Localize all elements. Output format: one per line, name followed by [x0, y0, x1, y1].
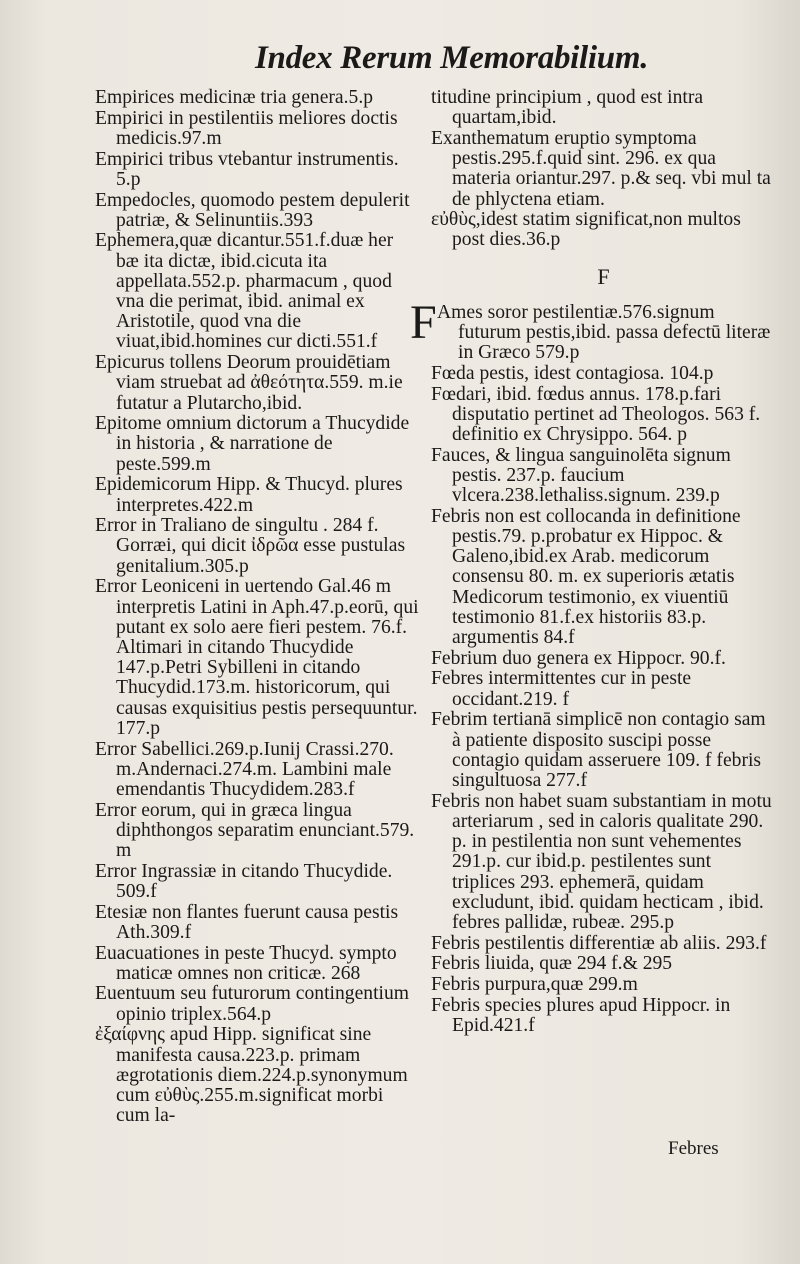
- right-column: [410, 87, 776, 1037]
- index-entry: Error Ingrassiæ in citando Thucydide. 509.f: [95, 860, 393, 902]
- index-entry: Febris purpura,quæ 299.m: [431, 974, 638, 996]
- index-entry: Empedocles, quomodo pestem depulerit patriæ, & Selinuntiis.393: [95, 189, 410, 231]
- index-entry: Empirici in pestilentiis meliores doctis medicis.97.m: [95, 107, 398, 149]
- index-entry: Euentuum seu futurorum contingentium opinio triplex.564.p: [95, 983, 409, 1025]
- drop-cap: F: [410, 295, 437, 349]
- index-entry: Febris species plures apud Hippocr. in Epid.421.f: [431, 994, 731, 1036]
- index-entry: Etesiæ non flantes fuerunt causa pestis Ath.309.f: [95, 901, 399, 943]
- index-entry: Febrium duo genera ex Hippocr. 90.f.: [431, 647, 726, 669]
- index-entry: Empirices medicinæ tria genera.5.p: [95, 87, 374, 108]
- index-entry: Febres intermittentes cur in peste occidant.219. f: [431, 668, 692, 710]
- index-entry-dropcap: [410, 295, 776, 364]
- index-entry: εὐθὺς,idest statim significat,non multos post dies.36.p: [431, 209, 741, 251]
- dropcap-entry-text: Ames soror pestilentiæ.576.signum futurum pestis,ibid. passa defectū literæ in Græco 579.p: [437, 301, 771, 364]
- index-entry: titudine principium , quod est intra quartam,ibid.: [431, 87, 704, 129]
- index-entry: Error eorum, qui in græca lingua diphthongos separatim enunciant.579. m: [95, 799, 415, 862]
- index-entry: Exanthematum eruptio symptoma pestis.295.f.quid sint. 296. ex qua materia oriantur.297. p.& seq. vbi mul ta de phlyctena etiam.: [431, 127, 771, 210]
- index-entry: Error in Traliano de singultu . 284 f. Gorræi, qui dicit ἰδρῶα esse pustulas genitalium.305.p: [95, 515, 406, 577]
- catchword: Febres: [668, 1138, 719, 1159]
- index-entry: Ephemera,quæ dicantur.551.f.duæ her bæ ita dictæ, ibid.cicuta ita appellata.552.p. pharmacum , quod vna die perimat, ibid. animal ex Aristotile, quod vna die viuat,ibid.homines cur dicti.551.f: [95, 230, 394, 353]
- index-entry: Error Sabellici.269.p.Iunij Crassi.270. m.Andernaci.274.m. Lambini male emendantis Thucydidem.283.f: [95, 738, 394, 800]
- index-entry: Fœda pestis, idest contagiosa. 104.p: [431, 362, 714, 384]
- index-entry: Euacuationes in peste Thucyd. sympto maticæ omnes non criticæ. 268: [95, 942, 397, 984]
- index-entry: Fœdari, ibid. fœdus annus. 178.p.fari disputatio pertinet ad Theologos. 563 f. definitio ex Chrysippo. 564. p: [431, 383, 761, 446]
- index-entry: Empirici tribus vtebantur instrumentis. 5.p: [95, 148, 399, 190]
- index-entry: Febris non est collocanda in definitione pestis.79. p.probatur ex Hippoc. & Galeno,ibid.ex Arab. medicorum consensu 80. m. ex superioris ætatis Medicorum testimonio, ex viuentiū testimonio 81.f.ex historiis 83.p. argumentis 84.f: [431, 505, 741, 649]
- section-letter-heading: F: [597, 263, 610, 289]
- index-entry: Febris liuida, quæ 294 f.& 295: [431, 953, 673, 975]
- index-entry: Febrim tertianā simplicē non contagio sam à patiente disposito suscipi posse contagio quidam asseruere 109. f febris singultuosa 277.f: [431, 709, 766, 791]
- index-entry: Epitome omnium dictorum a Thucydide in historia , & narratione de peste.599.m: [95, 413, 410, 475]
- index-entry: Fauces, & lingua sanguinolēta signum pestis. 237.p. faucium vlcera.238.lethaliss.signum. 239.p: [431, 444, 731, 507]
- index-entry: Febris pestilentis differentiæ ab aliis. 293.f: [431, 932, 767, 954]
- index-entry: Error Leoniceni in uertendo Gal.46 m interpretis Latini in Aph.47.p.eorū, qui putant ex solo aere fieri pestem. 76.f. Altimari in citando Thucydide 147.p.Petri Sybilleni in citando Thucydid.173.m. historicorum, qui causas exquisitius pestis persequuntur. 177.p: [95, 576, 419, 739]
- left-column: [95, 88, 420, 1127]
- page-title: Index Rerum Memorabilium.: [255, 40, 649, 76]
- index-entry: Epidemicorum Hipp. & Thucyd. plures interpretes.422.m: [95, 474, 403, 516]
- index-entry: ἐξαίφνης apud Hipp. significat sine manifesta causa.223.p. primam ægrotationis diem.224.p.synonymum cum εὐθὺς.255.m.significat morbi cum la-: [95, 1024, 408, 1127]
- index-entry: Febris non habet suam substantiam in motu arteriarum , sed in caloris qualitate 290. p. in pestilentia non sunt vehementes 291.p. cur ibid.p. pestilentes sunt triplices 293. ephemerā, quidam excludunt, ibid. quidam hecticam , ibid. febres pallidæ, rubeæ. 295.p: [431, 790, 772, 933]
- index-entry: Epicurus tollens Deorum prouidētiam viam struebat ad ἀθεότητα.559. m.ie futatur a Plutarcho,ibid.: [95, 352, 403, 414]
